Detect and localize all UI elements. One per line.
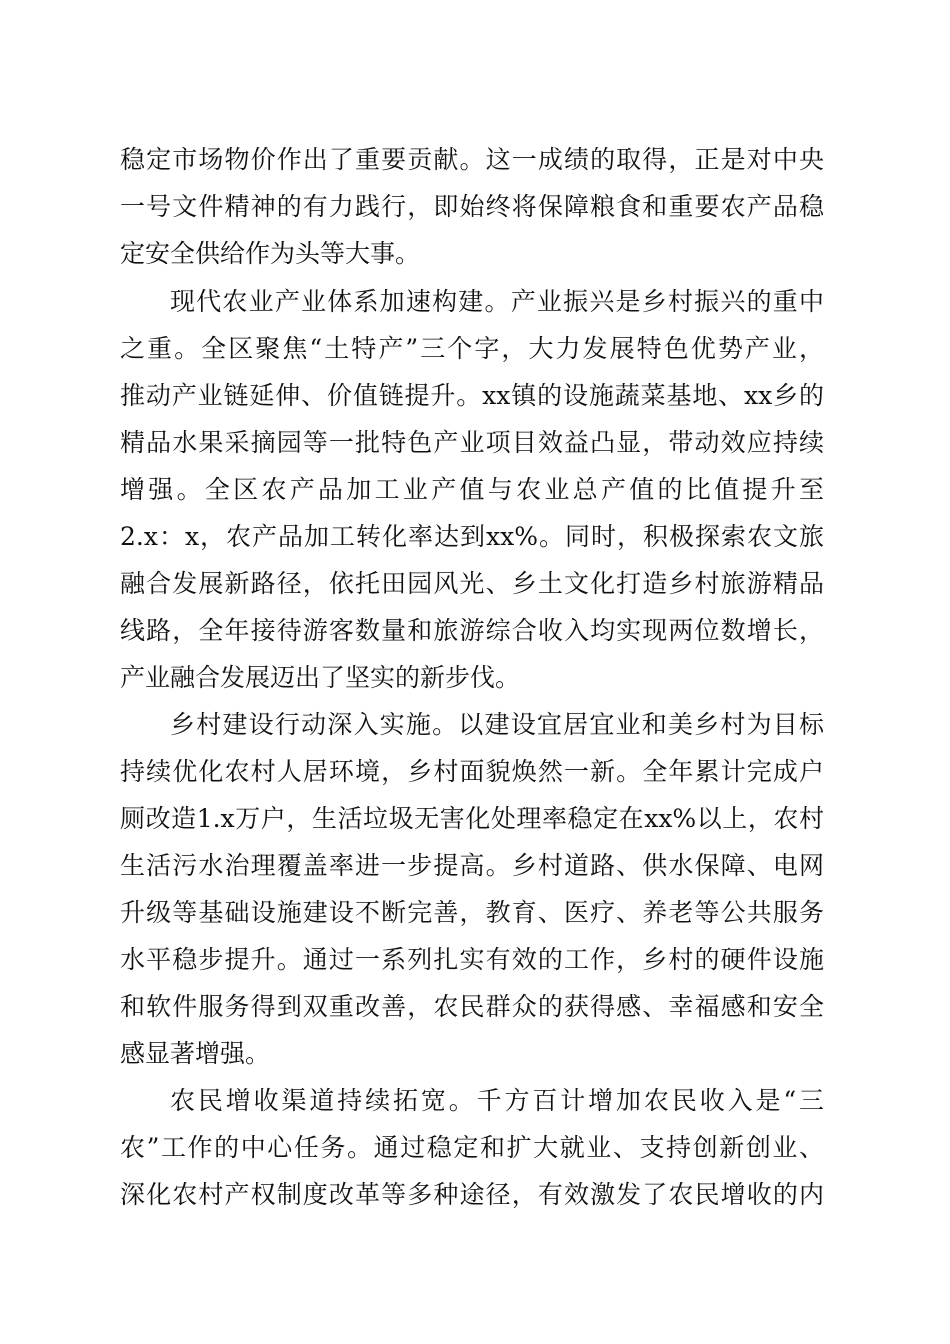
text-line: 产业融合发展迈出了坚实的新步伐。 [120, 663, 521, 692]
document-page [120, 0, 824, 1344]
text-line: 融合发展新路径，依托田园风光、乡土文化打造乡村旅游精品 [120, 569, 824, 598]
text-line: 持续优化农村人居环境，乡村面貌焕然一新。全年累计完成户 [120, 757, 824, 786]
text-line: 2.x：x，农产品加工转化率达到xx%。同时，积极探索农文旅 [120, 522, 824, 551]
text-line: 和软件服务得到双重改善，农民群众的获得感、幸福感和安全 [120, 992, 824, 1021]
text-line: 升级等基础设施建设不断完善，教育、医疗、养老等公共服务 [120, 898, 824, 927]
text-line: 农”工作的中心任务。通过稳定和扩大就业、支持创新创业、 [120, 1133, 824, 1162]
text-line: 线路，全年接待游客数量和旅游综合收入均实现两位数增长， [120, 616, 824, 645]
text-line: 增强。全区农产品加工业产值与农业总产值的比值提升至 [120, 475, 824, 504]
text-line: 稳定市场物价作出了重要贡献。这一成绩的取得，正是对中央 [120, 145, 824, 174]
text-line: 定安全供给作为头等大事。 [120, 239, 421, 268]
text-line: 一号文件精神的有力践行，即始终将保障粮食和重要农产品稳 [120, 192, 824, 221]
text-line: 水平稳步提升。通过一系列扎实有效的工作，乡村的硬件设施 [120, 945, 824, 974]
text-line: 深化农村产权制度改革等多种途径，有效激发了农民增收的内 [120, 1180, 824, 1209]
text-line: 厕改造1.x万户，生活垃圾无害化处理率稳定在xx%以上，农村 [120, 804, 824, 833]
text-line: 之重。全区聚焦“土特产”三个字，大力发展特色优势产业， [120, 334, 824, 363]
text-line: 精品水果采摘园等一批特色产业项目效益凸显，带动效应持续 [120, 428, 824, 457]
text-line: 生活污水治理覆盖率进一步提高。乡村道路、供水保障、电网 [120, 851, 824, 880]
text-line: 推动产业链延伸、价值链提升。xx镇的设施蔬菜基地、xx乡的 [120, 381, 824, 410]
paragraph-first-line: 农民增收渠道持续拓宽。千方百计增加农民收入是“三 [170, 1086, 824, 1115]
paragraph-first-line: 乡村建设行动深入实施。以建设宜居宜业和美乡村为目标 [170, 710, 824, 739]
text-line: 感显著增强。 [120, 1039, 271, 1068]
paragraph-first-line: 现代农业产业体系加速构建。产业振兴是乡村振兴的重中 [170, 287, 824, 316]
